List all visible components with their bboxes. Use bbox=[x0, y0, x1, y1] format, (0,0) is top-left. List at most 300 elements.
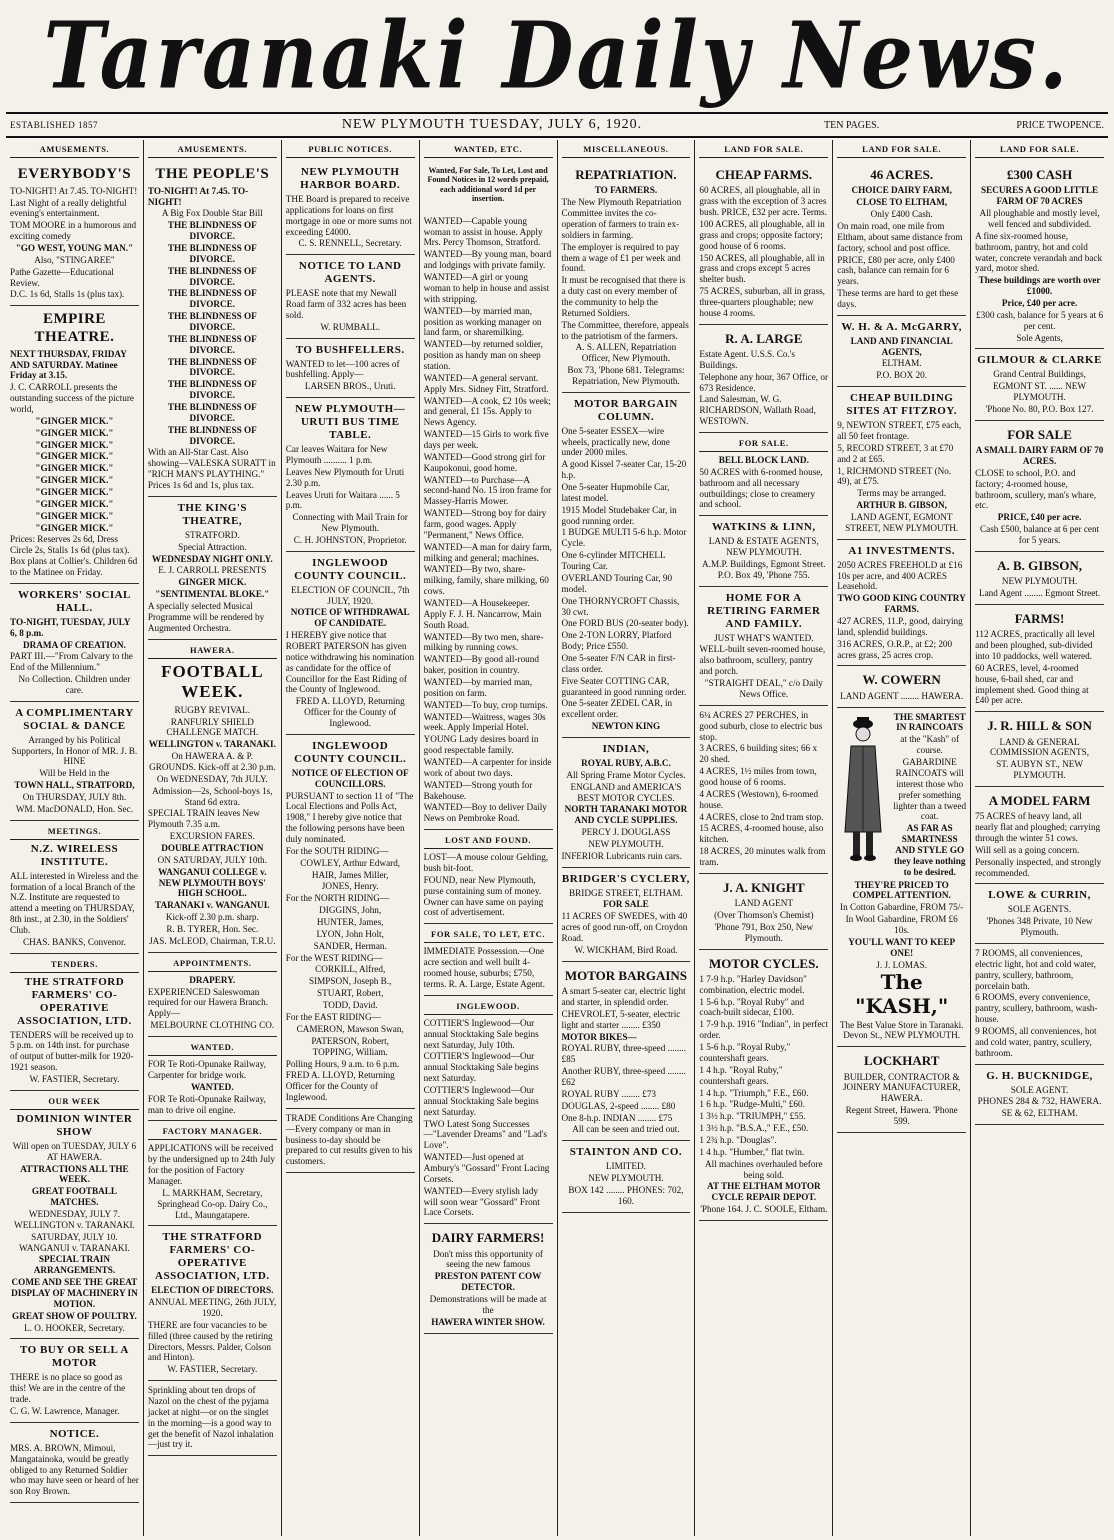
ad-line: NEW PLYMOUTH. bbox=[588, 838, 664, 849]
wanted-item: WANTED—by married man, position on farm. bbox=[423, 677, 533, 698]
ad-line: ARTHUR B. GIBSON, bbox=[856, 500, 947, 511]
ad-line: SPECIAL TRAIN leaves New Plymouth 7.35 a.m. bbox=[147, 808, 260, 830]
blindness-list bbox=[148, 220, 277, 446]
wanted-item: WANTED—Capable young woman to assist in house. Apply Mrs. Percy Thomson, Stratford. bbox=[423, 215, 543, 248]
ad-line: THE Board is prepared to receive applications for loans on first mortgage in one or more sums not exceeding £4000. bbox=[285, 193, 412, 237]
lowe-currin-ad bbox=[975, 884, 1104, 944]
kash-store-title: The "KASH," bbox=[855, 970, 949, 1018]
wanted-item: WANTED—Strong youth for Bakehouse. bbox=[423, 779, 533, 801]
ad-line: Land Salesman, W. G. RICHARDSON, Wallath Road, WESTOWN. bbox=[699, 394, 816, 427]
indian-motorcycles-ad bbox=[562, 738, 691, 868]
ad-subtitle: TO FARMERS. bbox=[594, 185, 658, 196]
wanted-item: WANTED—A carpenter for inside work of about two days. bbox=[423, 757, 552, 778]
riding-member: CAMERON, Mawson Swan, bbox=[296, 1023, 404, 1034]
riding-member: STUART, Robert, bbox=[316, 988, 384, 999]
repeat-line: THE BLINDNESS OF DIVORCE. bbox=[167, 356, 257, 378]
harbor-board-ad bbox=[286, 161, 415, 255]
ad-line: PLEASE note that my Newall Road farm of 332 acres has been sold. bbox=[285, 288, 407, 320]
ad-title: BRIDGER'S CYCLERY, bbox=[561, 872, 690, 885]
investments-ad bbox=[837, 540, 966, 667]
ad-line: HAWERA WINTER SHOW. bbox=[431, 1316, 545, 1327]
ad-line: SOLE AGENTS. bbox=[1007, 904, 1072, 915]
ad-title: W. H. & A. McGARRY, bbox=[841, 320, 963, 333]
ad-line: THERE is no place so good as this! We are in the centre of the trade. bbox=[10, 1372, 126, 1405]
ad-title: WORKERS' SOCIAL HALL. bbox=[17, 588, 131, 614]
ad-line: APPLICATIONS will be received by the undersigned up to 24th July for the position of Factory Manager. bbox=[147, 1143, 275, 1186]
ad-line: LOST—A mouse colour Gelding, bush bit-foot. bbox=[423, 852, 549, 874]
riding-member: DIGGINS, John, bbox=[319, 905, 382, 916]
section-heading: AMUSEMENTS. bbox=[10, 142, 139, 158]
repeat-line: THE BLINDNESS OF DIVORCE. bbox=[167, 424, 257, 446]
ad-line: WELLINGTON v. TARANAKI. bbox=[148, 739, 276, 750]
repeat-line: "GINGER MICK." bbox=[35, 475, 114, 486]
ad-line: MRS. A. BROWN, Mimoui, Mangatainoka, would be greatly obliged to any Returned Soldier who may have seen or heard of her son Roy Brown. bbox=[10, 1442, 139, 1497]
ad-line: All machines overhauled before being sold. bbox=[705, 1158, 823, 1180]
ad-line: 1, RICHMOND STREET (No. 49), at £75. bbox=[837, 465, 952, 487]
ad-line: 1 5-6 h.p. "Royal Ruby," countershaft gears. bbox=[699, 1042, 791, 1063]
ad-line: TOM MOORE in a humorous and exciting comedy bbox=[10, 220, 137, 242]
ad-line: Demonstrations will be made at the bbox=[429, 1294, 547, 1315]
section-heading: APPOINTMENTS. bbox=[148, 956, 277, 972]
ad-line: Leaves New Plymouth for Uruti 2.30 p.m. bbox=[285, 466, 405, 488]
ad-line: Another RUBY, three-speed ........ £62 bbox=[561, 1066, 686, 1087]
bushfellers-ad bbox=[286, 339, 415, 399]
ad-line: Will open on TUESDAY, JULY 6 AT HAWERA. bbox=[12, 1140, 137, 1162]
section-heading: MISCELLANEOUS. bbox=[562, 142, 691, 158]
page-count: TEN PAGES. bbox=[824, 119, 880, 131]
ad-line: Also, "STINGAREE" bbox=[34, 254, 115, 265]
wanted-item: WANTED—Strong boy for dairy farm, good wages. Apply "Permanent," News Office. bbox=[423, 508, 547, 540]
everybodys-ad bbox=[10, 161, 139, 306]
ad-title: LOWE & CURRIN, bbox=[988, 889, 1091, 902]
ad-line: 1 5-6 h.p. "Royal Ruby" and coach-built sidecar, £100. bbox=[699, 996, 805, 1018]
ad-line: TWO Latest Song Successes—"Lavender Dreams" and "Lad's Love". bbox=[423, 1118, 547, 1151]
ad-line: W. FASTIER, Secretary. bbox=[29, 1074, 120, 1085]
ad-line: One 5-seater F/N CAR in first-class order. bbox=[561, 652, 676, 674]
ad-line: In Cotton Gabardine, FROM 75/- bbox=[840, 902, 964, 913]
wanted-item: YOUNG Lady desires board in good respectable family. bbox=[423, 734, 539, 756]
ad-title: NOTICE TO LAND AGENTS. bbox=[298, 260, 402, 286]
ad-line: 1915 Model Studebaker Car, in good running order. bbox=[561, 504, 677, 526]
trade-ad bbox=[286, 1109, 415, 1173]
repeat-line: THE BLINDNESS OF DIVORCE. bbox=[167, 333, 257, 355]
section-heading: INGLEWOOD. bbox=[424, 999, 553, 1015]
dairy-farmers-ad bbox=[424, 1224, 553, 1333]
ad-line: EGMONT ST. ...... NEW PLYMOUTH. bbox=[993, 381, 1087, 403]
ad-line: WANTED—Every stylish lady will soon wear "Gossard" Front Lace Corsets. bbox=[423, 1185, 540, 1218]
wanted-item: WANTED—A man for dairy farm, milking and general; machines. bbox=[423, 541, 552, 563]
riding-member: SANDER, Herman. bbox=[313, 940, 387, 951]
peoples-theatre-ad bbox=[148, 161, 277, 497]
ad-line: D.C. 1s 6d, Stalls 1s (plus tax). bbox=[10, 289, 125, 300]
wanted-item: WANTED—By young man, board and lodgings with private family. bbox=[423, 249, 552, 271]
ad-line: LAND & ESTATE AGENTS, NEW PLYMOUTH. bbox=[708, 536, 819, 558]
ad-line: Personally inspected, and strongly recommended. bbox=[975, 856, 1102, 878]
wanted-item: WANTED—A Housekeeper. Apply F. J. H. Nancarrow, Main South Road. bbox=[423, 597, 542, 630]
farm-300-cash-ad bbox=[975, 161, 1104, 349]
ad-line: TWO GOOD KING COUNTRY FARMS. bbox=[837, 593, 966, 615]
repeat-line: THE BLINDNESS OF DIVORCE. bbox=[167, 402, 257, 423]
section-heading: WANTED, ETC. bbox=[424, 142, 553, 158]
knight-ad bbox=[699, 874, 828, 950]
dairy-farm-eltham-ad bbox=[837, 161, 966, 316]
ad-title: THE STRATFORD FARMERS' CO-OPERATIVE ASSOCIATION, LTD. bbox=[155, 1231, 270, 1283]
watkins-linn-ad bbox=[699, 516, 828, 586]
ad-line: One 8-h.p. INDIAN ........ £75 bbox=[561, 1112, 673, 1123]
ad-line: WELL-built seven-roomed house, also bathroom, scullery, pantry and porch. bbox=[699, 644, 826, 677]
ad-line: Don't miss this opportunity of seeing the new famous bbox=[433, 1248, 543, 1270]
ad-title: NEW PLYMOUTH—URUTI BUS TIME TABLE. bbox=[295, 403, 406, 442]
ad-line: FOR Te Roti-Opunake Railway, man to drive oil engine. bbox=[147, 1093, 266, 1115]
ad-title: W. COWERN bbox=[862, 672, 941, 688]
ad-subtitle: A SMALL DAIRY FARM OF 70 ACRES. bbox=[975, 445, 1104, 466]
inglewood-sales-ad bbox=[424, 996, 553, 1224]
dance-ad bbox=[10, 702, 139, 821]
ad-line: 2050 ACRES FREEHOLD at £16 10s per acre, and 400 ACRES Leasehold. bbox=[837, 559, 963, 592]
ad-line: The Committee, therefore, appeals to the patriotism of the farmers. bbox=[561, 319, 689, 341]
repeat-line: "GINGER MICK." bbox=[35, 451, 114, 462]
repeat-line: "GINGER MICK." bbox=[35, 522, 114, 533]
ad-line: 112 ACRES, practically all level and been ploughed, sub-divided into 10 paddocks, well watered. bbox=[975, 629, 1095, 661]
section-heading: PUBLIC NOTICES. bbox=[286, 142, 415, 158]
lockhart-ad bbox=[837, 1047, 966, 1133]
ad-line: IMMEDIATE Possession.—One acre section and well built 4-roomed house, suburbs; £750, terms. R. A. Large, Estate Agent. bbox=[423, 946, 545, 989]
repeat-line: "GINGER MICK." bbox=[35, 439, 114, 450]
repeat-line: THE BLINDNESS OF DIVORCE. bbox=[167, 265, 257, 287]
ad-subtitle: ROYAL RUBY, A.B.C. bbox=[581, 757, 671, 768]
bell-block-ad bbox=[699, 433, 828, 516]
ad-footer: With an All-Star Cast. Also showing—VALESKA SURATT in "RICH MAN'S PLAYTHING." Prices 1s 6d and 1s, plus tax. bbox=[147, 447, 276, 491]
wanted-item: WANTED—Boy to deliver Daily News on Pembroke Road. bbox=[423, 802, 547, 824]
ad-line: 18 ACRES, 20 minutes walk from tram. bbox=[699, 846, 826, 867]
ad-line: FOR Te Roti-Opunake Railway, Carpenter for bridge work. bbox=[147, 1059, 266, 1080]
wanted-item: WANTED—Waitress, wages 30s week. Apply Imperial Hotel. bbox=[423, 711, 546, 733]
ad-line: L. O. HOOKER, Secretary. bbox=[24, 1322, 125, 1333]
ad-footer: Polling Hours, 9 a.m. to 6 p.m. FRED A. LLOYD, Returning Officer for the County of Inglewood. bbox=[285, 1059, 400, 1102]
ad-line: 1 7-9 h.p. 1916 "Indian", in perfect order. bbox=[699, 1019, 829, 1041]
ad-title: FOOTBALL WEEK. bbox=[161, 661, 264, 701]
ad-line: C. H. JOHNSTON, Proprietor. bbox=[293, 534, 407, 545]
ad-line: ELECTION OF DIRECTORS. bbox=[151, 1285, 274, 1296]
ad-line: NOTICE OF WITHDRAWAL OF CANDIDATE. bbox=[290, 607, 410, 629]
wanted-item: WANTED—By two, share-milking, family, share milking, 60 cows. bbox=[423, 564, 549, 597]
ad-line: J. J. LOMAS. bbox=[876, 959, 928, 970]
ad-line: On HAWERA A. & P. GROUNDS. Kick-off at 2.30 p.m. bbox=[149, 751, 276, 772]
ad-line: Terms may be arranged. bbox=[857, 488, 946, 499]
ad-title: HOME FOR A RETIRING FARMER AND FAMILY. bbox=[707, 591, 821, 630]
wanted-item: WANTED—To buy, crop turnips. bbox=[423, 699, 548, 710]
ad-title: CHEAP BUILDING SITES AT FITZROY. bbox=[846, 392, 958, 418]
ad-line: ALL interested in Wireless and the formation of a local Branch of the N.Z. Institute are requested to attend a meeting on THURSDAY, 8th inst., at 2.30, in the Soldiers' Club. bbox=[10, 870, 138, 936]
repeat-line: "GINGER MICK." bbox=[35, 510, 114, 521]
section-heading: FOR SALE, TO LET, ETC. bbox=[424, 927, 553, 943]
ad-line: One FORD BUS (20-seater body). bbox=[561, 618, 689, 629]
column-1 bbox=[6, 140, 144, 1536]
repeat-line: "GINGER MICK." bbox=[35, 427, 114, 438]
ad-line: Grand Central Buildings, bbox=[993, 369, 1086, 380]
wanted-item: WANTED—by returned soldier, position as handy man on sheep station. bbox=[423, 339, 543, 371]
ad-line: PRESTON PATENT COW DETECTOR. bbox=[434, 1271, 542, 1293]
riding-name: For the EAST RIDING— bbox=[285, 1011, 381, 1022]
ad-line: Sprinkling about ten drops of Nazol on the chest of the pyjama jacket at night—or on the singlet in the morning—is a good way to get the benefit of Nazol inhalation—just try it. bbox=[147, 1385, 274, 1450]
ad-line: LAND & GENERAL COMMISSION AGENTS, bbox=[990, 736, 1090, 758]
ad-line: These terms are hard to get these days. bbox=[837, 288, 959, 309]
ad-line: BOX 142 ........ PHONES: 702, 160. bbox=[568, 1184, 684, 1206]
ad-line: DOUBLE ATTRACTION bbox=[161, 843, 264, 853]
uruti-bus-ad bbox=[286, 398, 415, 552]
ad-line: COTTIER'S Inglewood—Our annual Stocktaking Sale begins next Saturday. bbox=[423, 1084, 539, 1117]
wanted-item: WANTED—By good all-round baker, position in country. bbox=[423, 654, 539, 676]
ad-line: 75 ACRES of heavy land, all nearly flat and ploughed; carrying through the winter 51 cows. bbox=[975, 811, 1101, 844]
ad-title: FOR SALE bbox=[1007, 426, 1072, 442]
gibson-ad bbox=[975, 552, 1104, 605]
ad-subtitle: JUST WHAT'S WANTED. bbox=[714, 632, 814, 643]
ad-line: 60 ACRES, level, 4-roomed house, 6-bail shed, car and implement shed. Good thing at £40 per acre. bbox=[975, 662, 1089, 706]
retiring-farmer-ad bbox=[699, 587, 828, 706]
place-date: NEW PLYMOUTH TUESDAY, JULY 6, 1920. bbox=[341, 117, 643, 132]
wanted-item: WANTED—A cook, £2 10s week; and general, £1 15s. Apply to News Agency. bbox=[423, 395, 551, 428]
ad-line: 316 ACRES, O.R.P., at £2; 200 acres grass, 25 acres crop. bbox=[837, 638, 953, 660]
ad-subtitle: BELL BLOCK LAND. bbox=[718, 455, 809, 466]
ad-line: Will sell as a going concern. bbox=[975, 844, 1080, 855]
man-in-raincoat-illustration bbox=[837, 714, 889, 876]
wanted-item: WANTED—By two men, share-milking by running cows. bbox=[423, 631, 544, 653]
column-3 bbox=[282, 140, 420, 1536]
fitzroy-sites-ad bbox=[837, 387, 966, 540]
ad-title: G. H. BUCKNIDGE, bbox=[986, 1069, 1093, 1082]
ad-line: Box 73, 'Phone 681. Telegrams: Repatriation, New Plymouth. bbox=[567, 365, 685, 386]
stratford-coop-ad bbox=[148, 1226, 277, 1381]
ad-line: SOLE AGENT. bbox=[1010, 1084, 1069, 1095]
ad-line: 5, RECORD STREET, 3 at £70 and 2 at £65. bbox=[837, 442, 954, 464]
ad-line: PRICE, £40 per acre. bbox=[997, 512, 1082, 523]
ad-line: DRAMA OF CREATION. bbox=[23, 639, 126, 650]
ad-line: 7 ROOMS, all conveniences, electric light, hot and cold water, pantry, scullery, bathroom, porcelain bath. bbox=[975, 948, 1096, 991]
repeat-line: THE BLINDNESS OF DIVORCE. bbox=[167, 311, 257, 333]
inglewood-withdrawal-ad bbox=[286, 552, 415, 735]
ad-line: LAND AGENT, EGMONT STREET, NEW PLYMOUTH. bbox=[845, 512, 959, 533]
wanted-item: WANTED—by married man, position as working manager on land farm, or sharemilking. bbox=[423, 305, 542, 338]
ad-line: WANTED to let—100 acres of bushfelling. Apply— bbox=[285, 358, 400, 380]
ad-line: CHAS. BANKS, Convenor. bbox=[23, 936, 126, 947]
ad-title: A COMPLIMENTARY SOCIAL & DANCE bbox=[15, 706, 134, 732]
ad-title: TO BUY OR SELL A MOTOR bbox=[20, 1344, 129, 1370]
ad-line: Cash £500, balance at 6 per cent for 5 years. bbox=[979, 524, 1100, 545]
ad-line: at the "Kash" of course. bbox=[900, 734, 960, 756]
model-farm-ad bbox=[975, 787, 1104, 884]
ad-title: J. R. HILL & SON bbox=[987, 718, 1092, 734]
ad-line: 1 4 h.p. "Royal Ruby," countershaft gears. bbox=[699, 1064, 783, 1086]
ad-line: 100 ACRES, all ploughable, all in grass and crops; opposite factory; good house of 6 rooms. bbox=[699, 218, 825, 251]
ad-line: MELBOURNE CLOTHING CO. bbox=[150, 1020, 275, 1031]
ad-line: AT THE ELTHAM MOTOR CYCLE REPAIR DEPOT. bbox=[707, 1181, 821, 1203]
ad-line: FOUND, near New Plymouth, purse containing sum of money. Owner can have same on paying cost of advertisement. bbox=[423, 874, 544, 918]
ad-line: E. J. CARROLL PRESENTS bbox=[158, 565, 267, 576]
hill-son-ad bbox=[975, 712, 1104, 787]
column-4 bbox=[420, 140, 558, 1536]
section-heading: HAWERA. bbox=[148, 643, 277, 659]
ad-line: Last Night of a really delightful evening's entertainment. bbox=[10, 197, 127, 219]
column-2 bbox=[144, 140, 282, 1536]
wanted-item: WANTED—15 Girls to work five days per week. bbox=[423, 429, 549, 450]
ad-line: TENDERS will be received up to 5 p.m. on 14th inst. for purchase of output of butter-milk for 1920-1921 season. bbox=[10, 1029, 134, 1073]
meetings-ad bbox=[10, 821, 139, 954]
ad-footer: The Best Value Store in Taranaki. Devon St., NEW PLYMOUTH. bbox=[839, 1019, 964, 1041]
ad-line: On THURSDAY, JULY 8th. bbox=[22, 792, 127, 803]
ad-line: LAND AGENT ........ HAWERA. bbox=[840, 690, 964, 701]
kings-theatre-ad bbox=[148, 497, 277, 640]
ad-line: NEW PLYMOUTH. bbox=[1001, 576, 1078, 587]
inglewood-election-ad bbox=[286, 735, 415, 1109]
ad-line: Arranged by his Political Supporters, In Honor of MR. J. B. HINE bbox=[11, 734, 138, 767]
nazol-ad bbox=[148, 1381, 277, 1456]
motor-bargains-ad bbox=[562, 962, 691, 1142]
ad-title: STAINTON AND CO. bbox=[569, 1146, 683, 1159]
column-7 bbox=[833, 140, 971, 1536]
ad-line: The employer is required to pay them a wage of £1 per week and found. bbox=[561, 241, 681, 274]
repeat-line: "GINGER MICK." bbox=[35, 498, 114, 509]
football-week-ad bbox=[148, 640, 277, 953]
section-heading: LAND FOR SALE. bbox=[837, 142, 966, 158]
ad-line: ENGLAND and AMERICA'S BEST MOTOR CYCLES. bbox=[570, 781, 682, 803]
ad-title: 46 ACRES. bbox=[870, 167, 934, 183]
ad-line: All ploughable and mostly level, well fenced and subdivided. bbox=[979, 208, 1100, 229]
ad-line: 1 4 h.p. "Humber," flat twin. bbox=[699, 1146, 805, 1157]
ad-line: LARSEN BROS., Uruti. bbox=[304, 381, 396, 392]
ad-line: C. G. W. Lawrence, Manager. bbox=[10, 1406, 120, 1416]
ad-line: 1 2¾ h.p. "Douglas". bbox=[699, 1134, 777, 1145]
ad-line: GINGER MICK. bbox=[178, 577, 247, 588]
riding-name: For the WEST RIDING— bbox=[285, 952, 383, 963]
cowern-ad bbox=[837, 666, 966, 707]
ad-title: DOMINION WINTER SHOW bbox=[16, 1112, 133, 1138]
repeat-line: "GINGER MICK." bbox=[35, 463, 114, 474]
ad-line: AS FAR AS SMARTNESS AND STYLE GO they leave nothing to be desired. bbox=[893, 823, 966, 877]
ad-line: Special Attraction. bbox=[178, 541, 247, 552]
section-heading: LAND FOR SALE. bbox=[975, 142, 1104, 158]
section-heading: MEETINGS. bbox=[10, 824, 139, 840]
ad-title: WATKINS & LINN, bbox=[712, 521, 816, 534]
section-heading: FACTORY MANAGER. bbox=[148, 1124, 277, 1140]
ad-line: One 5-seater ESSEX—wire wheels, practically new, done under 2000 miles. bbox=[561, 425, 670, 458]
ad-line: One THORNYCROFT Chassis, 30 cwt. bbox=[561, 595, 680, 617]
ad-line: 427 ACRES, 11.P., good, dairying land, splendid buildings. bbox=[837, 616, 963, 637]
riding-member: CORKILL, Alfred, bbox=[315, 964, 386, 975]
section-heading: WANTED. bbox=[148, 1040, 277, 1056]
ad-line: P.O. BOX 20. bbox=[876, 370, 928, 381]
riding-name: For the SOUTH RIDING— bbox=[285, 845, 389, 856]
ad-line: CHEVROLET, 5-seater, electric light and starter ........ £350 bbox=[561, 1008, 681, 1030]
column-8 bbox=[971, 140, 1108, 1536]
ad-line: A specially selected Musical Programme will be rendered by Augmented Orchestra. bbox=[147, 601, 265, 633]
ad-line: Regent Street, Hawera. 'Phone 599. bbox=[845, 1105, 958, 1127]
ad-line: MOTOR BIKES— bbox=[561, 1031, 637, 1042]
ad-line: 'Phone 791, Box 250, New Plymouth. bbox=[714, 921, 814, 943]
ad-line: ROYAL RUBY, three-speed ........ £85 bbox=[561, 1043, 687, 1065]
ad-line: A good Kissel 7-seater Car, 15-20 h.p. bbox=[561, 459, 687, 481]
motor-bargain-column bbox=[562, 393, 691, 738]
ad-line: PURSUANT to section 11 of "The Local Elections and Polls Act, 1908," I hereby give notice that the following persons have been duly nominated. bbox=[285, 790, 414, 845]
ad-line: Connecting with Mail Train for New Plymouth. bbox=[292, 512, 408, 534]
ad-title: NEW PLYMOUTH HARBOR BOARD. bbox=[300, 166, 401, 191]
ad-line: LAND AGENT bbox=[734, 898, 794, 909]
price: PRICE TWOPENCE. bbox=[1016, 119, 1104, 131]
motor-cycles-ad bbox=[699, 950, 828, 1221]
bridgers-cyclery-ad bbox=[562, 868, 691, 962]
column-5 bbox=[558, 140, 696, 1536]
ad-title: THE STRATFORD FARMERS' CO-OPERATIVE ASSOCIATION, LTD. bbox=[17, 975, 132, 1027]
ad-line: All Spring Frame Motor Cycles. bbox=[566, 769, 686, 780]
ad-subtitle: CLOSE TO ELTHAM, bbox=[856, 197, 948, 208]
ad-line: In Wool Gabardine, FROM £6 10s. bbox=[845, 914, 958, 935]
riding-member: TODD, David. bbox=[322, 1000, 378, 1011]
ad-subtitle: LAND AND FINANCIAL AGENTS, bbox=[850, 335, 953, 357]
ad-title: A1 INVESTMENTS. bbox=[848, 544, 955, 557]
riding-name: For the NORTH RIDING— bbox=[285, 893, 390, 904]
ad-line: One 5-seater ZEDEL CAR, in excellent order. bbox=[561, 698, 673, 720]
ad-line: 'Phones 348 Private, 10 New Plymouth. bbox=[986, 916, 1093, 938]
land-agents-notice bbox=[286, 255, 415, 338]
appointments-ad bbox=[148, 953, 277, 1037]
ad-title: FARMS! bbox=[1014, 610, 1065, 626]
ad-line: (Over Thomson's Chemist) bbox=[714, 910, 814, 920]
ad-line: A Big Fox Double Star Bill bbox=[161, 208, 263, 219]
to-let-ad bbox=[424, 924, 553, 995]
ad-title: NOTICE. bbox=[49, 1427, 100, 1440]
large-agent-ad bbox=[699, 325, 828, 433]
classified-intro: Wanted, For Sale, To Let, Lost and Found Notices in 12 words prepaid, each additional word 1d per insertion. bbox=[427, 166, 549, 204]
ad-line: WANGANUI COLLEGE v. NEW PLYMOUTH BOYS' HIGH SCHOOL. bbox=[158, 866, 267, 899]
ad-line: "STRAIGHT DEAL," c/o Daily News Office. bbox=[704, 678, 823, 699]
ad-line: Sole Agents, bbox=[1016, 332, 1063, 343]
ad-title: A. B. GIBSON, bbox=[997, 557, 1082, 573]
ad-line: Leaves Uruti for Waitara ...... 5 p.m. bbox=[285, 489, 400, 511]
established: ESTABLISHED 1857 bbox=[10, 120, 99, 130]
ad-line: ROYAL RUBY ........ £73 bbox=[561, 1088, 657, 1099]
ad-title: EMPIRE THEATRE. bbox=[34, 311, 115, 345]
ad-title: INGLEWOOD COUNTY COUNCIL. bbox=[294, 556, 407, 582]
ad-line: 1 3½ h.p. "B.S.A.," F.E., £50. bbox=[699, 1123, 809, 1134]
ad-line: 'Phone No. 80, P.O. Box 127. bbox=[985, 403, 1094, 414]
stainton-ad bbox=[562, 1141, 691, 1212]
motor-ad bbox=[10, 1339, 139, 1422]
ad-line: FOR SALE bbox=[603, 899, 649, 910]
ad-line: 4 ACRES, 1½ miles from town, good house of 6 rooms. bbox=[699, 766, 817, 787]
riding-member: HUNTER, James, bbox=[316, 917, 384, 928]
ad-line: 9, NEWTON STREET, £75 each, all 50 feet frontage. bbox=[837, 420, 962, 441]
ad-line: ELECTION OF COUNCIL, 7th JULY, 1920. bbox=[290, 584, 410, 606]
ad-line: RANFURLY SHIELD CHALLENGE MATCH. bbox=[166, 716, 259, 738]
ad-line: PERCY J. DOUGLASS bbox=[581, 827, 671, 838]
repeat-line: THE BLINDNESS OF DIVORCE. bbox=[167, 379, 257, 401]
ad-line: BRIDGE STREET, ELTHAM. bbox=[569, 887, 683, 898]
ad-line: DOUGLAS, 2-speed ........ £80 bbox=[561, 1100, 676, 1111]
ad-line: A smart 5-seater car, electric light and starter, in splendid order. bbox=[561, 986, 686, 1007]
ad-title: INDIAN, bbox=[602, 742, 650, 755]
ad-line: BUILDER, CONTRACTOR & JOINERY MANUFACTURER, HAWERA. bbox=[842, 1071, 961, 1104]
ad-title: A MODEL FARM bbox=[988, 793, 1091, 808]
masthead-title: Taranaki Daily News. bbox=[43, 2, 1071, 110]
ad-line: W. FASTIER, Secretary. bbox=[167, 1364, 258, 1375]
ad-line: All can be seen and tried out. bbox=[572, 1124, 680, 1135]
winter-show-ad bbox=[10, 1091, 139, 1340]
raincoats-ad bbox=[837, 708, 966, 1048]
ad-line: ST. AUBYN ST., NEW PLYMOUTH. bbox=[996, 759, 1084, 781]
ad-title: INGLEWOOD COUNTY COUNCIL. bbox=[294, 739, 407, 765]
ad-line: ELTHAM. bbox=[881, 358, 922, 369]
gilmour-clarke-ad bbox=[975, 349, 1104, 420]
ad-title: THE PEOPLE'S bbox=[155, 166, 270, 183]
